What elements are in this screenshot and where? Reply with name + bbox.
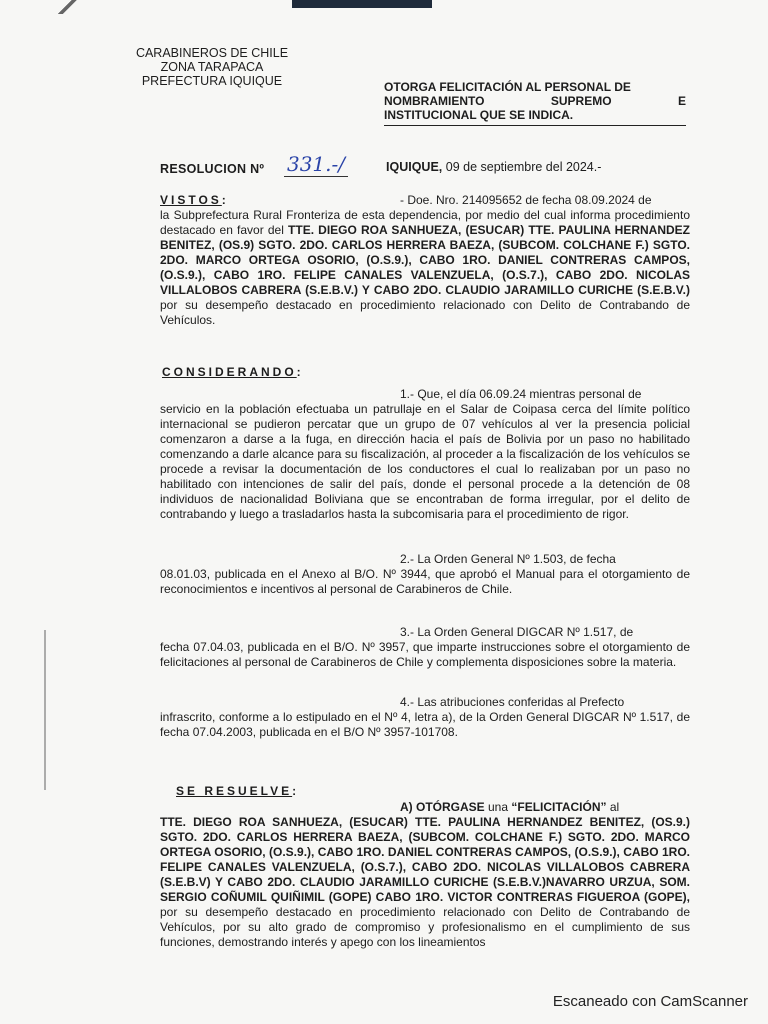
vistos-intro: - Doe. Nro. 214095652 de fecha 08.09.2024 de [400, 193, 652, 207]
header-line-2: ZONA TARAPACA [160, 60, 264, 74]
vistos-heading-text: VISTOS [160, 193, 222, 207]
considerando-item-4 [160, 695, 690, 740]
resuelve-heading: SE RESUELVE: [176, 784, 300, 798]
title-line-2 [384, 94, 686, 108]
resuelve-heading-text: SE RESUELVE [176, 784, 293, 798]
scan-photo-strip [292, 0, 432, 8]
title-word-nombramiento: NOMBRAMIENTO [384, 94, 485, 108]
resuelve-item-a-rest: por su desempeño destacado en procedimiento relacionado con Delito de Contrabando de Vehículos, por su alto grado de compromiso y profesionalismo en el cumplimiento de sus funciones, demostrando interés y apego con los lineamientos [160, 905, 690, 949]
vistos-body-names: TTE. DIEGO ROA SANHUEZA, (ESUCAR) TTE. PAULINA HERNANDEZ BENITEZ, (OS.9) SGTO. 2DO. CARLOS HERRERA BAEZA, (SUBCOM. COLCHANE F.) SGTO. 2DO. MARCO ORTEGA OSORIO, (O.S.9.), CABO 1RO. DANIEL CONTRERAS CAMPOS, (O.S.9.), CABO 1RO. FELIPE CANALES VALENZUELA, (O.S.7.), CABO 2DO. NICOLAS VILLALOBOS CABRERA (S.E.B.V.) Y CABO 2DO. CLAUDIO JARAMILLO CURICHE (S.E.B.V.) [160, 223, 690, 297]
resuelve-item-a-start [160, 800, 690, 815]
vistos-paragraph [160, 193, 690, 328]
title-line-1: OTORGA FELICITACIÓN AL PERSONAL DE [384, 80, 631, 94]
vistos-heading: VISTOS: [160, 193, 229, 207]
considerando-item-1 [160, 387, 690, 522]
resolution-number-handwritten: 331.-/ [284, 152, 348, 177]
considerando-item-2 [160, 552, 690, 597]
scan-edge-line [44, 630, 46, 790]
resolution-label: RESOLUCION Nº [160, 162, 265, 176]
resolution-city: IQUIQUE, [386, 160, 443, 174]
resuelve-item-a [160, 800, 690, 950]
title-word-supremo: SUPREMO [550, 94, 612, 108]
resuelve-una: una [484, 800, 512, 814]
camscanner-watermark: Escaneado con CamScanner [552, 993, 748, 1010]
considerando-item-1-body: servicio en la población efectuaba un patrullaje en el Salar de Coipasa cerca del límite político internacional se pudieron percatar que un grupo de 07 vehículos al ver la presencia policial comenzaron a darse a la fuga, en dirección hacia el país de Bolivia por un paso no habilitado comenzando a darle alcance para su fiscalización, al proceder a la fiscalización de los vehículos se procede a revisar la documentación de los conductores el cual lo realizaban por un paso no habilitado con intenciones de salir del país, donde el personal procede a la detención de 08 individuos de nacionalidad Boliviana que se encontraban de forma irregular, por el delito de contrabando y luego a trasladarlos hasta la subcomisaria para el procedimiento de rigor. [160, 402, 690, 521]
considerando-item-4-start: 4.- Las atribuciones conferidas al Prefecto [400, 695, 625, 709]
resuelve-otorgase: A) OTÓRGASE [400, 800, 485, 814]
institution-header [112, 46, 312, 88]
considerando-item-3-body: fecha 07.04.03, publicada en el B/O. Nº 3957, que imparte instrucciones sobre el otorgamiento de felicitaciones al personal de Carabineros de Chile y complementa disposiciones sobre la materia. [160, 640, 690, 669]
resuelve-al: al [606, 800, 620, 814]
document-title [384, 80, 686, 126]
header-line-1: CARABINEROS DE CHILE [135, 46, 289, 60]
header-line-3: PREFECTURA IQUIQUE [141, 74, 283, 88]
resuelve-felicitacion: “FELICITACIÓN” [511, 800, 607, 814]
considerando-item-3 [160, 625, 690, 670]
resolution-date-text: 09 de septiembre del 2024.- [442, 160, 602, 174]
resolution-row [160, 152, 720, 182]
title-word-e: E [677, 94, 686, 108]
resuelve-item-a-names: TTE. DIEGO ROA SANHUEZA, (ESUCAR) TTE. PAULINA HERNANDEZ BENITEZ, (OS.9.) SGTO. 2DO. CARLOS HERRERA BAEZA, (SUBCOM. COLCHANE F.) SGTO. 2DO. MARCO ORTEGA OSORIO, (O.S.9.), CABO 1RO. DANIEL CONTRERAS CAMPOS, (O.S.9.), CABO 1RO. FELIPE CANALES VALENZUELA, (O.S.7.), CABO 2DO. NICOLAS VILLALOBOS CABRERA (S.E.B.V) Y CABO 2DO. CLAUDIO JARAMILLO CURICHE (S.E.B.V.)NAVARRO URZUA, SOM. SERGIO COÑUMIL QUIÑIMIL (GOPE) CABO 1RO. VICTOR CONTRERAS FIGUEROA (GOPE), [160, 815, 690, 904]
considerando-item-3-start: 3.- La Orden General DIGCAR Nº 1.517, de [400, 625, 634, 639]
resolution-date [386, 160, 601, 174]
considerando-item-2-body: 08.01.03, publicada en el Anexo al B/O. Nº 3944, que aprobó el Manual para el otorgamiento de reconocimientos e incentivos al personal de Carabineros de Chile. [160, 567, 690, 596]
vistos-body-a: la Subprefectura Rural Fronteriza de esta dependencia, por medio del cual informa procedimiento destacado en favor del [160, 208, 690, 237]
considerando-item-2-start: 2.- La Orden General Nº 1.503, de fecha [400, 552, 616, 566]
vistos-body-b: por su desempeño destacado en procedimiento relacionado con Delito de Contrabando de Vehículos. [160, 298, 690, 327]
scan-mark [58, 0, 78, 14]
considerando-heading: CONSIDERANDO: [162, 365, 304, 379]
considerando-item-4-body: infrascrito, conforme a lo estipulado en el Nº 4, letra a), de la Orden General DIGCAR Nº 1.517, de fecha 07.04.2003, publicada en el B/O Nº 3957-101708. [160, 710, 690, 739]
title-line-3: INSTITUCIONAL QUE SE INDICA. [384, 108, 574, 122]
considerando-heading-text: CONSIDERANDO [162, 365, 297, 379]
considerando-item-1-start: 1.- Que, el día 06.09.24 mientras personal de [400, 387, 642, 401]
